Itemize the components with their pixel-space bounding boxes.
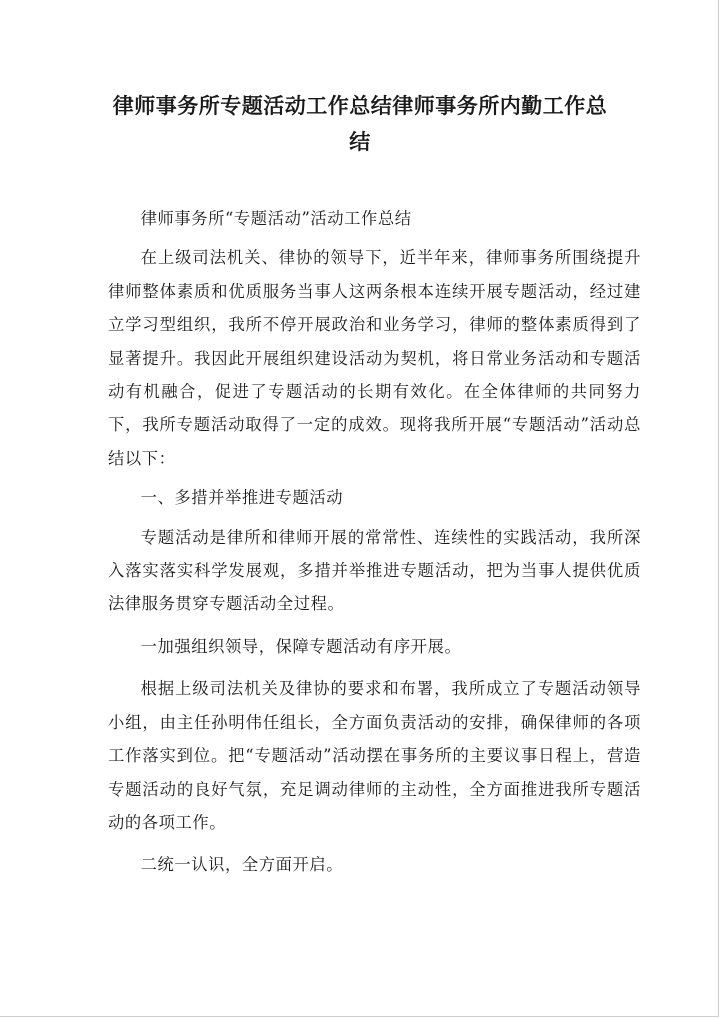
subheading-2: 二统一认识，全方面开启。 — [140, 855, 344, 875]
document-title: 律师事务所专题活动工作总结律师事务所内勤工作总结 — [112, 93, 608, 154]
subheading-1: 一加强组织领导，保障专题活动有序开展。 — [140, 636, 462, 656]
document-body — [108, 202, 641, 882]
paragraph-organization: 根据上级司法机关及律协的要求和布署，我所成立了专题活动领导小组，由主任孙明伟任组长，全方面负责活动的安排，确保律师的各项工作落实到位。把“专题活动”活动摆在事务所的主要议事日程上，营造专题活动的良好气氛，充足调动律师的主动性，全方面推进我所专题活动的各项工作。 — [108, 679, 641, 832]
section-heading-1: 一、多措并举推进专题活动 — [140, 488, 344, 508]
paragraph-intro: 在上级司法机关、律协的领导下，近半年来，律师事务所围绕提升律师整体素质和优质服务当事人这两条根本连续开展专题活动，经过建立学习型组织，我所不停开展政治和业务学习，律师的整体素质得到了显著提升。我因此开展组织建设活动为契机，将日常业务活动和专题活动有机融合，促进了专题活动的长期有效化。在全体律师的共同努力下，我所专题活动取得了一定的成效。现将我所开展“专题活动”活动总结以下： — [108, 248, 641, 468]
paragraph-subtitle: 律师事务所“专题活动”活动工作总结 — [140, 209, 412, 228]
paragraph-section-1: 专题活动是律所和律师开展的常常性、连续性的实践活动，我所深入落实落实科学发展观，多措并举推进专题活动，把为当事人提供优质法律服务贯穿专题活动全过程。 — [108, 527, 641, 614]
